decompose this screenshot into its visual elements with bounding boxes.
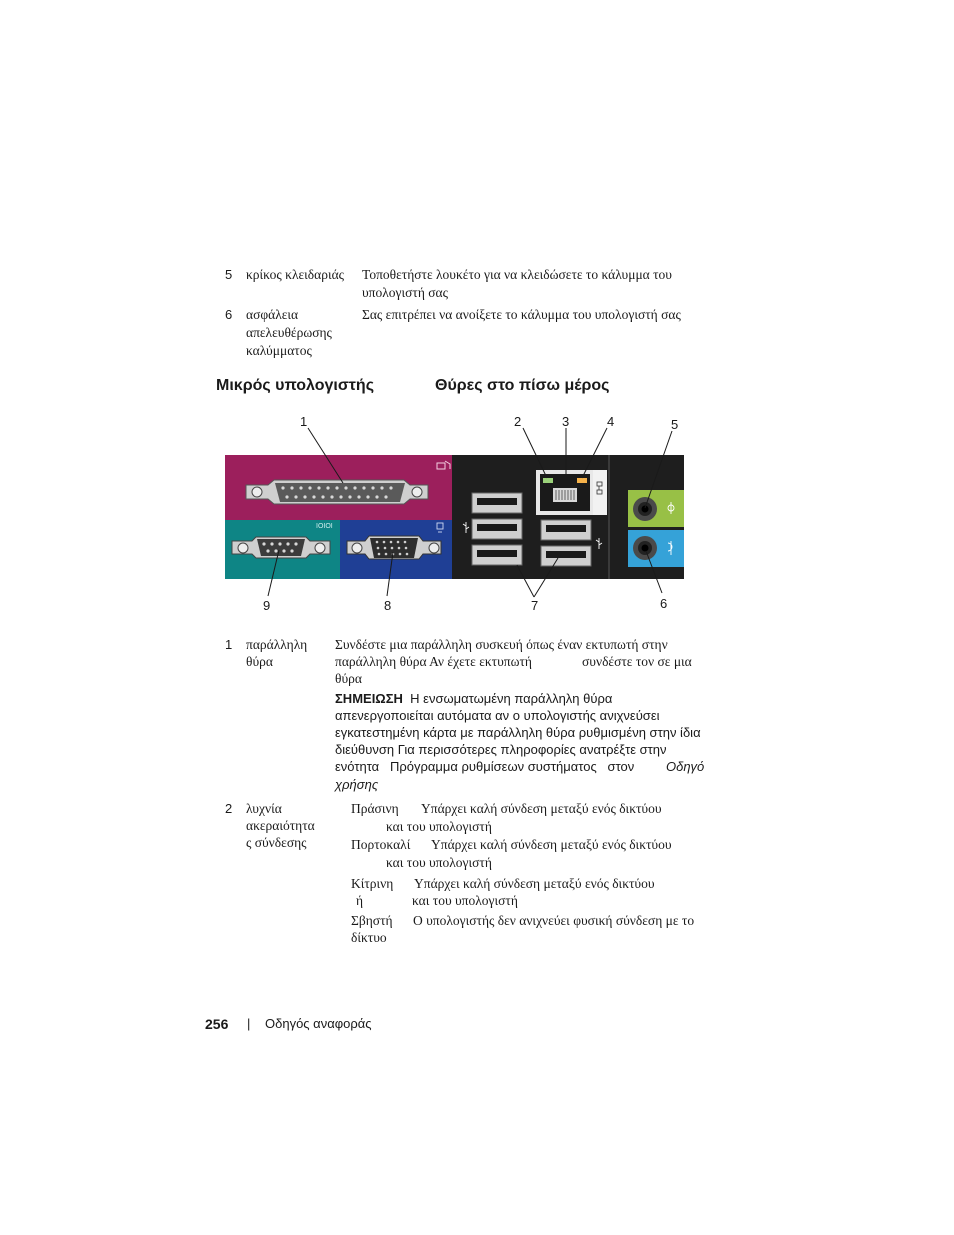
callout-9: 9 xyxy=(263,598,271,613)
state-desc: Υπάρχει καλή σύνδεση μεταξύ ενός δικτύου xyxy=(421,801,662,816)
callout-2: 2 xyxy=(514,414,522,429)
row-term: κρίκος κλειδαριάς xyxy=(246,267,345,282)
note-guide-ref: Οδηγό xyxy=(666,759,705,774)
row-term-line: απελευθέρωσης xyxy=(246,325,332,340)
note-label: ΣΗΜΕΙΩΣΗ xyxy=(335,691,403,706)
row-desc-line: υπολογιστή σας xyxy=(362,285,448,300)
callout-4: 4 xyxy=(607,414,615,429)
network-port-connector xyxy=(540,474,590,511)
usb-ports-left xyxy=(472,493,522,565)
callout-5: 5 xyxy=(671,417,679,432)
network-icon-bg xyxy=(593,470,607,515)
footer-title: Οδηγός αναφοράς xyxy=(265,1016,372,1031)
row-term-line: ασφάλεια xyxy=(246,307,299,322)
callout-7: 7 xyxy=(531,598,539,613)
row-desc: Σας επιτρέπει να ανοίξετε το κάλυμμα του υπολογιστή σας xyxy=(362,307,681,322)
state-label: Κίτρινη xyxy=(351,876,394,891)
row-term-line: καλύμματος xyxy=(246,343,312,358)
row-desc-line-tail: συνδέστε τον σε μια xyxy=(582,654,692,669)
section-title-left: Μικρός υπολογιστής xyxy=(216,377,375,394)
state-label: Σβηστή xyxy=(351,913,393,928)
state-label: Πράσινη xyxy=(351,801,399,816)
state-desc: δίκτυο xyxy=(351,930,387,945)
state-desc: Υπάρχει καλή σύνδεση μεταξύ ενός δικτύου xyxy=(431,837,672,852)
callout-3: 3 xyxy=(562,414,570,429)
state-desc: και του υπολογιστή xyxy=(412,893,518,908)
note-line: ενότητα Πρόγραμμα ρυθμίσεων συστήματος στον xyxy=(335,759,635,774)
state-label: Πορτοκαλί xyxy=(351,837,411,852)
state-desc: και του υπολογιστή xyxy=(386,855,492,870)
row-number: 2 xyxy=(225,801,233,816)
row-term-line: θύρα xyxy=(246,654,273,669)
row-number: 6 xyxy=(225,307,233,322)
note-line: διεύθυνση Για περισσότερες πληροφορίες ανατρέξτε στην xyxy=(335,742,667,757)
page-number: 256 xyxy=(205,1016,229,1032)
state-desc: Υπάρχει καλή σύνδεση μεταξύ ενός δικτύου xyxy=(414,876,655,891)
row-desc-line: Τοποθετήστε λουκέτο για να κλειδώσετε το κάλυμμα του xyxy=(362,267,672,282)
row-number: 1 xyxy=(225,637,233,652)
row-term-line: παράλληλη xyxy=(246,637,308,652)
callout-6: 6 xyxy=(660,596,668,611)
row-term-line: λυχνία xyxy=(246,801,282,816)
parallel-port-connector xyxy=(246,480,428,504)
footer-separator: | xyxy=(247,1016,251,1031)
io-separator xyxy=(608,455,610,579)
note-line: εγκατεστημένη κάρτα με παράλληλη θύρα ρυθμισμένη στην ίδια xyxy=(335,725,701,740)
row-desc-line: Συνδέστε μια παράλληλη συσκευή όπως έναν εκτυπωτή στην xyxy=(335,637,668,652)
callout-8: 8 xyxy=(384,598,392,613)
row-desc-line: θύρα xyxy=(335,671,362,686)
note-text: Η ενσωματωμένη παράλληλη θύρα xyxy=(410,691,613,706)
note-line-1 xyxy=(335,690,612,708)
row-term-line: ακεραιότητα xyxy=(246,818,315,833)
row-desc-line: παράλληλη θύρα Αν έχετε εκτυπωτή xyxy=(335,654,532,669)
note-line: απενεργοποιείται αυτόματα αν ο υπολογιστής ανιχνεύσει xyxy=(335,708,660,723)
note-guide-ref: χρήσης xyxy=(335,777,379,792)
state-desc: ή xyxy=(356,893,364,908)
callout-1: 1 xyxy=(300,414,308,429)
state-desc: και του υπολογιστή xyxy=(386,819,492,834)
row-number: 5 xyxy=(225,267,233,282)
state-desc: Ο υπολογιστής δεν ανιχνεύει φυσική σύνδεση με το xyxy=(413,913,695,928)
section-title-right: Θύρες στο πίσω μέρος xyxy=(435,377,610,394)
serial-port-icon xyxy=(316,523,333,530)
svg-text:IOIOI: IOIOI xyxy=(316,523,333,530)
row-term-line: ς σύνδεσης xyxy=(246,835,307,850)
